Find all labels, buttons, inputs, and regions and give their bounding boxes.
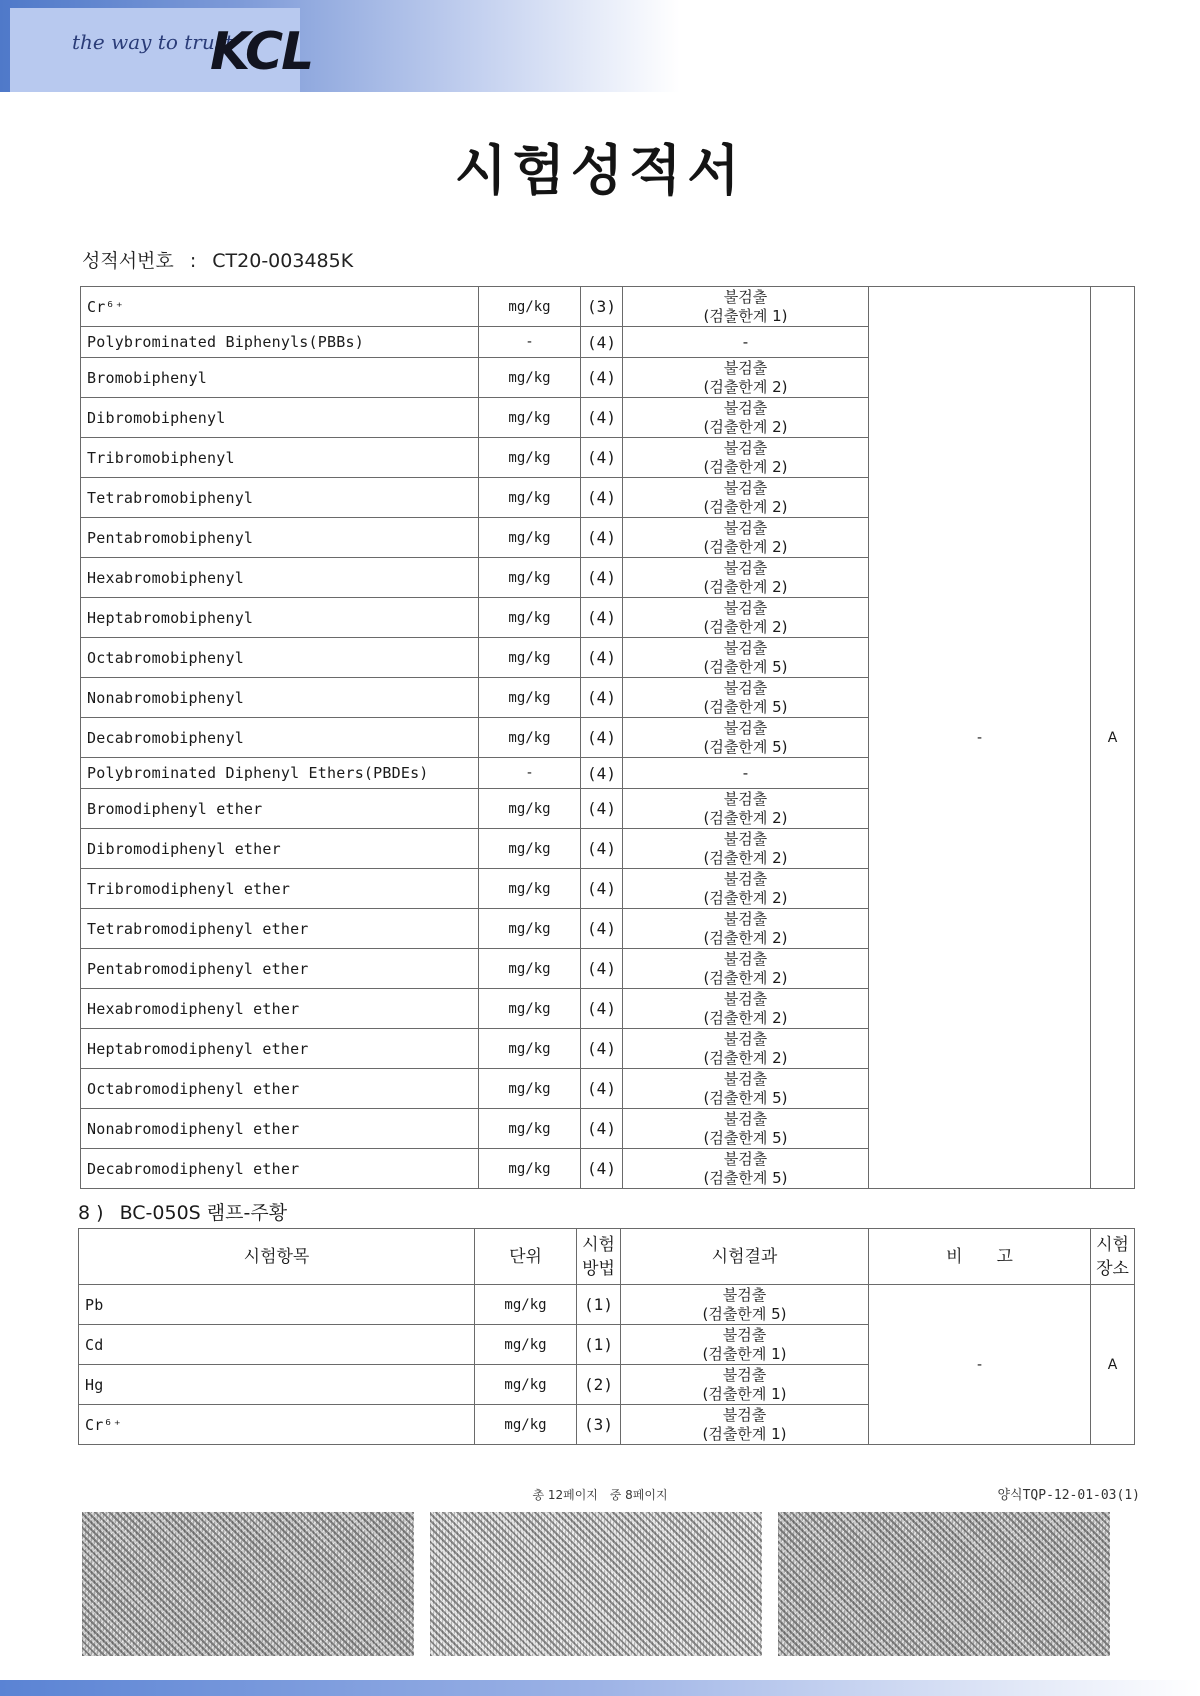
certificate-number-label: 성적서번호 xyxy=(82,250,174,272)
result-value: 불검출 xyxy=(722,1405,767,1424)
test-result-cell xyxy=(623,327,869,358)
header-test-result: 시험결과 xyxy=(621,1229,869,1285)
test-result-cell xyxy=(623,478,869,518)
unit-cell: mg/kg xyxy=(479,638,581,678)
unit-cell: mg/kg xyxy=(475,1325,577,1365)
test-method-cell: (4) xyxy=(581,718,623,758)
result-value: 불검출 xyxy=(723,398,768,417)
test-item-cell: Octabromodiphenyl ether xyxy=(81,1069,479,1109)
result-value: 불검출 xyxy=(723,949,768,968)
kcl-logo xyxy=(10,8,313,92)
test-method-cell: (1) xyxy=(577,1285,621,1325)
table-row xyxy=(81,287,1135,327)
result-value: 불검출 xyxy=(723,1109,768,1128)
unit-cell: mg/kg xyxy=(479,478,581,518)
detection-limit: (검출한계 2) xyxy=(703,808,788,827)
test-item-cell: Polybrominated Diphenyl Ethers(PBDEs) xyxy=(81,758,479,789)
test-method-cell: (4) xyxy=(581,678,623,718)
test-result-cell xyxy=(623,518,869,558)
result-value: 불검출 xyxy=(723,1149,768,1168)
detection-limit: (검출한계 2) xyxy=(703,537,788,556)
result-value: - xyxy=(742,763,749,782)
test-method-cell: (4) xyxy=(581,789,623,829)
detection-limit: (검출한계 5) xyxy=(703,697,788,716)
test-result-cell xyxy=(623,598,869,638)
section-8-heading xyxy=(78,1198,297,1225)
detection-limit: (검출한계 5) xyxy=(703,657,788,676)
test-result-cell xyxy=(621,1365,869,1405)
test-method-cell: (4) xyxy=(581,909,623,949)
test-item-cell: Hexabromobiphenyl xyxy=(81,558,479,598)
unit-cell: mg/kg xyxy=(475,1365,577,1405)
test-method-cell: (4) xyxy=(581,949,623,989)
test-method-cell: (4) xyxy=(581,398,623,438)
test-results-table-section-8 xyxy=(78,1228,1135,1445)
test-item-cell: Cd xyxy=(79,1325,475,1365)
unit-cell: mg/kg xyxy=(479,909,581,949)
test-method-cell: (4) xyxy=(581,1149,623,1189)
detection-limit: (검출한계 2) xyxy=(703,928,788,947)
test-item-cell: Heptabromobiphenyl xyxy=(81,598,479,638)
unit-cell: mg/kg xyxy=(479,829,581,869)
unit-cell: mg/kg xyxy=(479,598,581,638)
detection-limit: (검출한계 2) xyxy=(703,848,788,867)
footer-band xyxy=(0,1680,1200,1696)
security-pattern-left xyxy=(82,1512,414,1656)
remark-cell: - xyxy=(869,287,1091,1189)
unit-cell: mg/kg xyxy=(479,1029,581,1069)
test-item-cell: Pentabromobiphenyl xyxy=(81,518,479,558)
header-remark: 비 고 xyxy=(869,1229,1091,1285)
security-pattern-center xyxy=(430,1512,762,1656)
test-result-cell xyxy=(623,358,869,398)
certificate-number-value: CT20-003485K xyxy=(212,250,354,272)
test-item-cell: Pentabromodiphenyl ether xyxy=(81,949,479,989)
test-item-cell: Decabromodiphenyl ether xyxy=(81,1149,479,1189)
unit-cell: mg/kg xyxy=(479,869,581,909)
test-item-cell: Decabromobiphenyl xyxy=(81,718,479,758)
test-method-cell: (2) xyxy=(577,1365,621,1405)
header-unit: 단위 xyxy=(475,1229,577,1285)
result-value: 불검출 xyxy=(723,558,768,577)
unit-cell: mg/kg xyxy=(479,1069,581,1109)
detection-limit: (검출한계 2) xyxy=(703,497,788,516)
security-pattern-right xyxy=(778,1512,1110,1656)
section-name: BC-050S 램프-주황 xyxy=(119,1202,288,1224)
header-test-item: 시험항목 xyxy=(79,1229,475,1285)
result-value: - xyxy=(742,332,749,351)
certificate-number-line xyxy=(82,246,363,273)
test-result-cell xyxy=(623,869,869,909)
result-value: 불검출 xyxy=(722,1365,767,1384)
test-method-cell: (4) xyxy=(581,989,623,1029)
test-result-cell xyxy=(623,789,869,829)
test-item-cell: Hexabromodiphenyl ether xyxy=(81,989,479,1029)
result-value: 불검출 xyxy=(723,358,768,377)
detection-limit: (검출한계 5) xyxy=(703,1088,788,1107)
test-result-cell xyxy=(623,758,869,789)
result-value: 불검출 xyxy=(723,478,768,497)
test-result-cell xyxy=(623,1149,869,1189)
unit-cell: mg/kg xyxy=(479,358,581,398)
test-result-cell xyxy=(621,1405,869,1445)
test-result-cell xyxy=(623,638,869,678)
unit-cell: mg/kg xyxy=(479,398,581,438)
test-result-cell xyxy=(623,718,869,758)
result-value: 불검출 xyxy=(722,1325,767,1344)
test-result-cell xyxy=(621,1325,869,1365)
test-place-cell: A xyxy=(1091,1285,1135,1445)
detection-limit: (검출한계 5) xyxy=(703,737,788,756)
test-item-cell: Hg xyxy=(79,1365,475,1405)
test-result-cell xyxy=(623,1069,869,1109)
test-item-cell: Nonabromodiphenyl ether xyxy=(81,1109,479,1149)
form-code: 양식TQP-12-01-03(1) xyxy=(997,1488,1140,1503)
test-item-cell: Dibromobiphenyl xyxy=(81,398,479,438)
unit-cell: mg/kg xyxy=(479,789,581,829)
result-value: 불검출 xyxy=(723,1069,768,1088)
test-method-cell: (1) xyxy=(577,1325,621,1365)
detection-limit: (검출한계 2) xyxy=(703,1048,788,1067)
detection-limit: (검출한계 5) xyxy=(703,1168,788,1187)
test-method-cell: (4) xyxy=(581,758,623,789)
detection-limit: (검출한계 1) xyxy=(702,1344,787,1363)
detection-limit: (검출한계 5) xyxy=(702,1304,787,1323)
unit-cell: mg/kg xyxy=(479,558,581,598)
detection-limit: (검출한계 2) xyxy=(703,1008,788,1027)
test-method-cell: (4) xyxy=(581,478,623,518)
detection-limit: (검출한계 2) xyxy=(703,617,788,636)
detection-limit: (검출한계 2) xyxy=(703,457,788,476)
unit-cell: mg/kg xyxy=(479,949,581,989)
test-item-cell: Cr⁶⁺ xyxy=(79,1405,475,1445)
test-method-cell: (4) xyxy=(581,638,623,678)
result-value: 불검출 xyxy=(723,638,768,657)
header-test-place xyxy=(1091,1229,1135,1285)
result-value: 불검출 xyxy=(723,909,768,928)
header-test-method-line2: 방법 xyxy=(582,1258,615,1279)
test-results-table-continued xyxy=(80,286,1135,1189)
test-method-cell: (4) xyxy=(581,518,623,558)
result-value: 불검출 xyxy=(723,1029,768,1048)
test-item-cell: Bromobiphenyl xyxy=(81,358,479,398)
result-value: 불검출 xyxy=(723,438,768,457)
unit-cell: mg/kg xyxy=(479,1109,581,1149)
detection-limit: (검출한계 2) xyxy=(703,417,788,436)
test-item-cell: Polybrominated Biphenyls(PBBs) xyxy=(81,327,479,358)
unit-cell: mg/kg xyxy=(479,438,581,478)
test-method-cell: (4) xyxy=(581,598,623,638)
test-item-cell: Tetrabromobiphenyl xyxy=(81,478,479,518)
test-result-cell xyxy=(623,1029,869,1069)
test-method-cell: (4) xyxy=(581,1109,623,1149)
test-result-cell xyxy=(623,438,869,478)
test-item-cell: Pb xyxy=(79,1285,475,1325)
unit-cell: mg/kg xyxy=(479,718,581,758)
test-result-cell xyxy=(623,989,869,1029)
test-method-cell: (4) xyxy=(581,829,623,869)
test-item-cell: Tribromodiphenyl ether xyxy=(81,869,479,909)
certificate-number-separator: : xyxy=(189,250,197,272)
test-method-cell: (4) xyxy=(581,1029,623,1069)
section-number: 8 ) xyxy=(78,1202,104,1224)
test-method-cell: (4) xyxy=(581,869,623,909)
unit-cell: mg/kg xyxy=(479,518,581,558)
page-total: 총 12페이지 xyxy=(532,1488,598,1502)
result-value: 불검출 xyxy=(723,789,768,808)
header-test-place-line2: 장소 xyxy=(1096,1258,1129,1279)
detection-limit: (검출한계 1) xyxy=(702,1384,787,1403)
logo-mark: KCL xyxy=(210,22,313,82)
unit-cell: - xyxy=(479,758,581,789)
test-result-cell xyxy=(621,1285,869,1325)
header-test-place-line1: 시험 xyxy=(1096,1234,1129,1255)
test-item-cell: Tribromobiphenyl xyxy=(81,438,479,478)
detection-limit: (검출한계 1) xyxy=(702,1424,787,1443)
detection-limit: (검출한계 2) xyxy=(703,377,788,396)
page-title: 시험성적서 xyxy=(454,139,746,202)
remark-cell: - xyxy=(869,1285,1091,1445)
detection-limit: (검출한계 5) xyxy=(703,1128,788,1147)
result-value: 불검출 xyxy=(723,598,768,617)
unit-cell: mg/kg xyxy=(479,678,581,718)
test-method-cell: (3) xyxy=(577,1405,621,1445)
test-result-cell xyxy=(623,1109,869,1149)
detection-limit: (검출한계 2) xyxy=(703,577,788,596)
test-result-cell xyxy=(623,909,869,949)
test-item-cell: Tetrabromodiphenyl ether xyxy=(81,909,479,949)
test-item-cell: Nonabromobiphenyl xyxy=(81,678,479,718)
result-value: 불검출 xyxy=(723,678,768,697)
detection-limit: (검출한계 2) xyxy=(703,968,788,987)
logo-tagline: the way to trust xyxy=(72,30,234,54)
test-item-cell: Dibromodiphenyl ether xyxy=(81,829,479,869)
table-header-row xyxy=(79,1229,1135,1285)
test-method-cell: (4) xyxy=(581,438,623,478)
unit-cell: mg/kg xyxy=(479,989,581,1029)
result-value: 불검출 xyxy=(723,518,768,537)
test-method-cell: (3) xyxy=(581,287,623,327)
result-value: 불검출 xyxy=(723,718,768,737)
test-item-cell: Cr⁶⁺ xyxy=(81,287,479,327)
unit-cell: mg/kg xyxy=(475,1405,577,1445)
test-result-cell xyxy=(623,829,869,869)
test-result-cell xyxy=(623,287,869,327)
test-item-cell: Heptabromodiphenyl ether xyxy=(81,1029,479,1069)
header-test-method-line1: 시험 xyxy=(582,1234,615,1255)
header-test-method xyxy=(577,1229,621,1285)
test-method-cell: (4) xyxy=(581,358,623,398)
result-value: 불검출 xyxy=(723,869,768,888)
result-value: 불검출 xyxy=(723,989,768,1008)
unit-cell: mg/kg xyxy=(479,1149,581,1189)
test-method-cell: (4) xyxy=(581,327,623,358)
result-value: 불검출 xyxy=(723,829,768,848)
test-result-cell xyxy=(623,398,869,438)
unit-cell: mg/kg xyxy=(475,1285,577,1325)
test-item-cell: Octabromobiphenyl xyxy=(81,638,479,678)
test-item-cell: Bromodiphenyl ether xyxy=(81,789,479,829)
detection-limit: (검출한계 2) xyxy=(703,888,788,907)
unit-cell: - xyxy=(479,327,581,358)
test-place-cell: A xyxy=(1091,287,1135,1189)
detection-limit: (검출한계 1) xyxy=(703,306,788,325)
unit-cell: mg/kg xyxy=(479,287,581,327)
test-result-cell xyxy=(623,678,869,718)
test-method-cell: (4) xyxy=(581,558,623,598)
test-result-cell xyxy=(623,949,869,989)
result-value: 불검출 xyxy=(723,287,768,306)
table-row xyxy=(79,1285,1135,1325)
test-method-cell: (4) xyxy=(581,1069,623,1109)
test-result-cell xyxy=(623,558,869,598)
result-value: 불검출 xyxy=(722,1285,767,1304)
page-current: 중 8페이지 xyxy=(609,1488,668,1502)
